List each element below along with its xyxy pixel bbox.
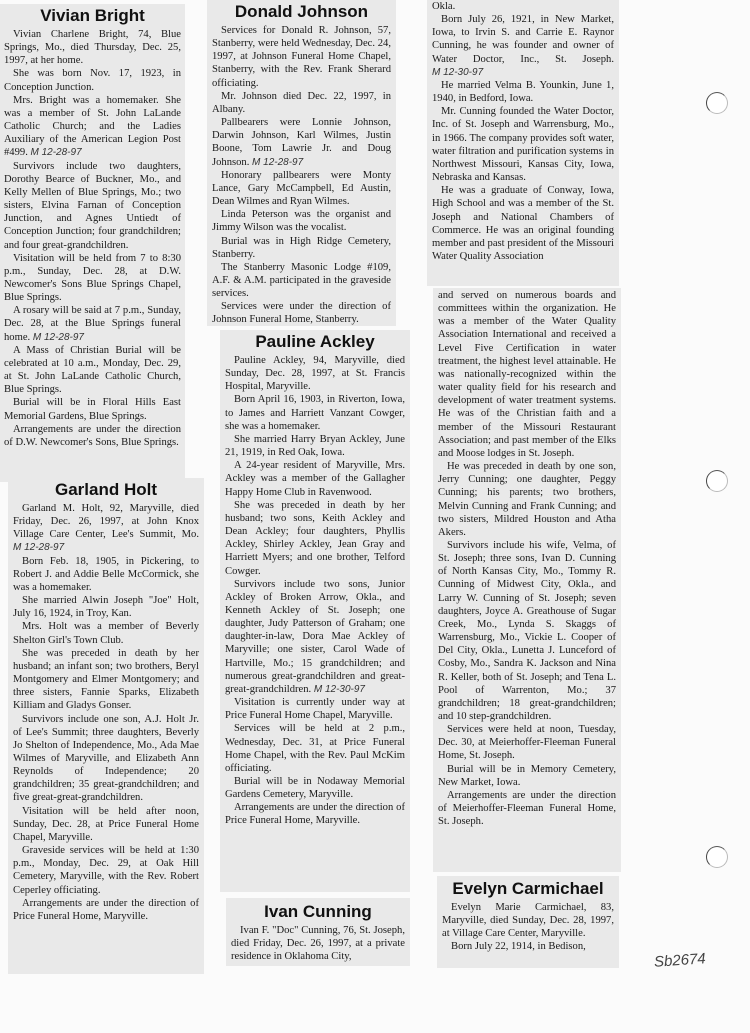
handwritten-date: M 12-30-97 [313,683,365,695]
obituary-paragraph: A rosary will be said at 7 p.m., Sunday, Dec. 28, at the Blue Springs funeral home. M 12-28-97 [4,305,181,343]
obituary-paragraph: She was preceded in death by her husband; two sons, Keith Ackley and Dean Ackley; four daughters, Phyllis Ackley, Shirley Ackley, Jean Gray and Harriett Myers; and one brother, Telford Cowger. [225,499,405,577]
obituary-evelyn-carmichael [437,876,619,968]
obituary-paragraph: The Stanberry Masonic Lodge #109, A.F. & A.M. participated in the graveside services. [212,261,391,300]
obituary-paragraph: Services for Donald R. Johnson, 57, Stanberry, were held Wednesday, Dec. 24, 1997, at Johnson Funeral Home Chapel, Stanberry, with the Rev. Frank Sherard officiating. [212,25,391,89]
obituary-vivian-bright [0,4,185,482]
obituary-paragraph: Mr. Johnson died Dec. 22, 1997, in Albany. [212,90,391,115]
obituary-paragraph: Arrangements are under the direction of Meierhoffer-Fleeman Funeral Home, St. Joseph. [438,789,616,828]
obituary-paragraph: Mr. Cunning founded the Water Doctor, Inc. of St. Joseph and Warrensburg, Mo., in 1966. The company provides soft water, water filtration and purification systems in Northwest Missouri, Kansas City, Iowa, Nebraska and Kansas. [432,106,614,184]
obituary-paragraph: Survivors include two sons, Junior Ackley of Broken Arrow, Okla., and Kenneth Ackley of St. Joseph; one daughter, Judy Patterson of Graham; one daughter-in-law, Dora Mae Ackley of Maryville; one sister, Carol Wade of Hartville, Mo.; 15 grandchildren; and numerous great-grandchildren and great-great-grandchildren. M 12-30-97 [225,578,405,695]
obituary-paragraph: She married Harry Bryan Ackley, June 21, 1919, in Red Oak, Iowa. [225,433,405,459]
obituary-paragraph: He was preceded in death by one son, Jerry Cunning; one daughter, Peggy Cunning; his parents; two brothers, Melvin Cunning and Frank Cunning; and two sisters, Mildred Houston and Atha Akers. [438,461,616,538]
obituary-title: Donald Johnson [234,2,369,21]
obituary-paragraph: Ivan F. "Doc" Cunning, 76, St. Joseph, died Friday, Dec. 26, 1997, at a private residence in Oklahoma City, [231,925,405,963]
obituary-paragraph: Visitation will be held from 7 to 8:30 p.m., Sunday, Dec. 28, at D.W. Newcomer's Sons Blue Springs Chapel, Blue Springs. [4,252,181,304]
obituary-paragraph: Born July 22, 1914, in Bedison, [451,941,586,953]
obituary-paragraph: Visitation will be held after noon, Sunday, Dec. 28, at Price Funeral Home Chapel, Maryville. [13,805,199,843]
binder-hole [706,470,728,492]
obituary-paragraph: A 24-year resident of Maryville, Mrs. Ackley was a member of the Gallagher Happy Home Club in Ravenwood. [225,460,405,498]
obituary-paragraph: Born Feb. 18, 1905, in Pickering, to Robert J. and Addie Belle McCormick, she was a homemaker. [13,555,199,593]
obituary-paragraph: He married Velma B. Younkin, June 1, 1940, in Bedford, Iowa. [432,79,614,105]
obituary-pauline-ackley [220,330,410,892]
obituary-ivan-cunning-continued [427,0,619,286]
obituary-paragraph: Visitation is currently under way at Price Funeral Home Chapel, Maryville. [225,697,405,722]
obituary-paragraph: Graveside services will be held at 1:30 p.m., Monday, Dec. 29, at Oak Hill Cemetery, Maryville, with the Rev. Robert Ceperley officiating. [13,845,199,896]
obituary-ivan-cunning-continued-2 [433,288,621,872]
handwritten-date: M 12-28-97 [13,542,65,554]
obituary-paragraph: Survivors include one son, A.J. Holt Jr. of Lee's Summit; three daughters, Beverly Jo Shelton of Independence, Mo., Ada Mae Wilmes of Maryville, and Elizabeth Ann Reynolds of Independence; 20 grandchildren; 35 great-grandchildren; and five great-great-grandchildren. [13,713,199,804]
binder-hole [706,846,728,868]
obituary-paragraph: He was a graduate of Conway, Iowa, High School and was a member of the St. Joseph and National Chambers of Commerce. He was an original founding member and past president of the Missouri Water Quality Association [432,185,614,262]
obituary-paragraph: Okla. [432,1,456,12]
obituary-paragraph: She was preceded in death by her husband; an infant son; two brothers, Beryl Montgomery and Elmer Montgomery; and three sisters, Fannie Sparks, Elizabeth Killiam and Gladys Gonser. [13,647,199,712]
obituary-paragraph: and served on numerous boards and committees within the organization. He was a member of the Water Quality Association International and received a Level Five Certification in water treatment, the highest level attainable. He was nationally-recognized within the water quality field for his research and development of water treatment systems. He was of the Christian faith and a member of the Missouri Restaurant Association; and past member of the Elks and Moose lodges in St. Joseph. [438,290,616,459]
obituary-paragraph: Pallbearers were Lonnie Johnson, Darwin Johnson, Karl Wilmes, Justin Boone, Tom Lawrie Jr. and Doug Johnson. M 12-28-97 [212,117,391,168]
obituary-paragraph: A Mass of Christian Burial will be celebrated at 10 a.m., Monday, Dec. 29, at St. John LaLande Catholic Church, Blue Springs. [4,344,181,396]
obituary-garland-holt [8,478,204,974]
obituary-paragraph: Linda Peterson was the organist and Jimmy Wilson was the vocalist. [212,209,391,234]
obituary-paragraph: Survivors include two daughters, Dorothy Bearce of Buckner, Mo., and Kelly Mellen of Blue Springs, Mo.; two sisters, Elvina Farnan of Conception Junction, and Agnes Untiedt of Conception Junction; four grandchildren; and four great-grandchildren. [4,160,181,251]
obituary-paragraph: She married Alwin Joseph "Joe" Holt, July 16, 1924, in Troy, Kan. [13,595,199,620]
obituary-title: Vivian Bright [40,6,145,25]
obituary-paragraph: Vivian Charlene Bright, 74, Blue Springs, Mo., died Thursday, Dec. 25, 1997, at her home. [4,29,181,67]
obituary-paragraph: Arrangements are under the direction of D.W. Newcomer's Sons, Blue Springs. [4,423,181,448]
obituary-paragraph: Garland M. Holt, 92, Maryville, died Friday, Dec. 26, 1997, at John Knox Village Care Center, Lee's Summit, Mo. M 12-28-97 [13,503,199,554]
obituary-title: Ivan Cunning [264,902,372,921]
obituary-paragraph: Arrangements are under the direction of Price Funeral Home, Maryville. [225,802,405,827]
handwritten-page-note: Sb2674 [653,950,707,971]
obituary-paragraph: Burial was in High Ridge Cemetery, Stanberry. [212,235,391,260]
obituary-paragraph: Burial will be in Nodaway Memorial Gardens Cemetery, Maryville. [225,776,405,801]
obituary-paragraph: She was born Nov. 17, 1923, in Conception Junction. [4,68,181,93]
obituary-paragraph: Born April 16, 1903, in Riverton, Iowa, to James and Harriett Vanzant Cowger, she was a homemaker. [225,394,405,432]
obituary-paragraph: Arrangements are under the direction of Price Funeral Home, Maryville. [13,897,199,922]
obituary-ivan-cunning-start [226,898,410,966]
obituary-paragraph: Services were held at noon, Tuesday, Dec. 30, at Meierhoffer-Fleeman Funeral Home, St. Joseph. [438,724,616,762]
obituary-paragraph: Pauline Ackley, 94, Maryville, died Sunday, Dec. 28, 1997, at St. Francis Hospital, Maryville. [225,355,405,393]
obituary-title: Pauline Ackley [255,332,375,351]
obituary-title: Evelyn Carmichael [452,879,604,898]
obituary-paragraph: Honorary pallbearers were Monty Lance, Gary McCampbell, Ed Austin, Dean Wilmes and Ryan Wilmes. [212,169,391,208]
obituary-paragraph: Mrs. Bright was a homemaker. She was a member of St. John LaLande Catholic Church; and the Ladies Auxiliary of the American Legion Post #499. M 12-28-97 [4,94,181,159]
handwritten-date: M 12-30-97 [432,66,484,78]
obituary-paragraph: Burial will be in Floral Hills East Memorial Gardens, Blue Springs. [4,397,181,422]
obituary-paragraph: Survivors include his wife, Velma, of St. Joseph; three sons, Ivan D. Cunning of North Kansas City, Mo., Tommy R. Cunning of Midwest City, Okla., and Larry W. Cunning of St. Joseph; seven daughters, Joyce A. Greathouse of Sugar Creek, Mo., Lynda S. Skaggs of Warrensburg, Mo., Vickie L. Cooper of Del City, Okla., Lunetta J. Lunceford of Cosby, Mo., Sandra K. Jackson and Nina R. Keller, both of St. Joseph; and Tena L. Pool of Warrenton, Mo.; 37 grandchildren; 18 great-grandchildren; and 10 step-grandchildren. [438,539,616,722]
obituary-title: Garland Holt [54,480,157,499]
obituary-donald-johnson [207,0,396,326]
obituary-paragraph: Mrs. Holt was a member of Beverly Shelton Girl's Town Club. [13,621,199,646]
obituary-paragraph: Burial will be in Memory Cemetery, New Market, Iowa. [438,763,616,788]
binder-hole [706,92,728,114]
obituary-paragraph: Services were under the direction of Johnson Funeral Home, Stanberry. [212,301,391,326]
handwritten-date: M 12-28-97 [32,331,84,343]
handwritten-date: M 12-28-97 [30,147,82,159]
obituary-paragraph: Born July 26, 1921, in New Market, Iowa, to Irvin S. and Carrie E. Raynor Cunning, he was founder and owner of Water Doctor, Inc., St. Joseph. M 12-30-97 [432,14,614,78]
handwritten-date: M 12-28-97 [252,156,304,168]
obituary-paragraph: Evelyn Marie Carmichael, 83, Maryville, died Sunday, Dec. 28, 1997, at Village Care Center, Maryville. [442,902,614,940]
obituary-paragraph: Services will be held at 2 p.m., Wednesday, Dec. 31, at Price Funeral Home Chapel, with the Rev. Paul McKim officiating. [225,723,405,774]
